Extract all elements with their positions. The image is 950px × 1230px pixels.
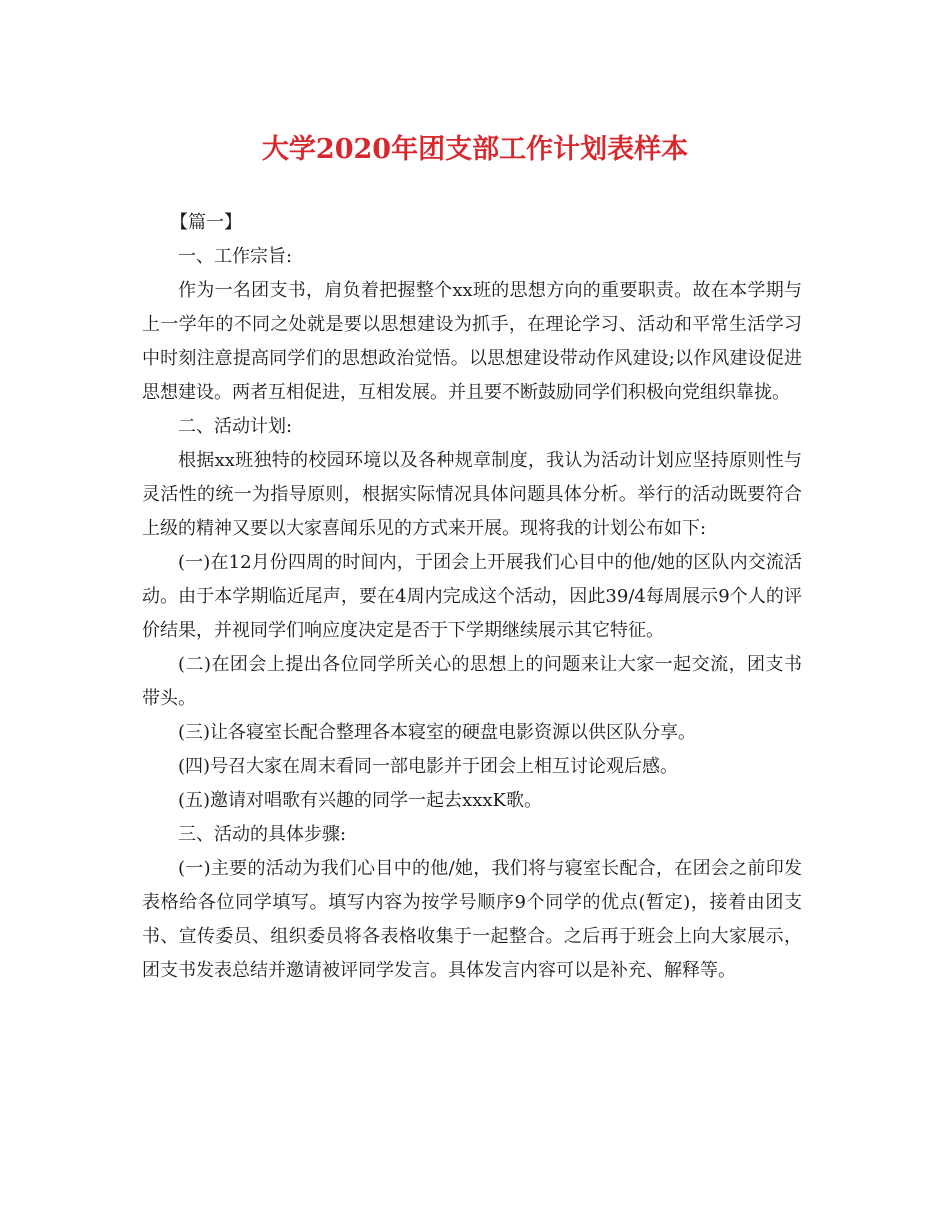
section-tag: 【篇一】 [170,212,242,233]
step-item-1: (一)主要的活动为我们心目中的他/她，我们将与寝室长配合，在团会之前印发表格给各位同学填写。填写内容为按学号顺序9个同学的优点(暂定)，接着由团支书、宣传委员、组织委员将各表格收集于一起整合。之后再于班会上向大家展示，团支书发表总结并邀请被评同学发言。具体发言内容可以是补充、解释等。 [142,858,802,981]
paragraph-purpose: 作为一名团支书，肩负着把握整个xx班的思想方向的重要职责。故在本学期与上一学年的不同之处就是要以思想建设为抓手，在理论学习、活动和平常生活学习中时刻注意提高同学们的思想政治觉悟。以思想建设带动作风建设;以作风建设促进思想建设。两者互相促进，互相发展。并且要不断鼓励同学们积极向党组织靠拢。 [142,280,802,403]
heading-purpose: 一、工作宗旨: [178,246,293,267]
document-title: 大学2020年团支部工作计划表样本 [261,134,689,165]
heading-activity-plan: 二、活动计划: [178,416,293,437]
paragraph-activity-plan: 根据xx班独特的校园环境以及各种规章制度，我认为活动计划应坚持原则性与灵活性的统一为指导原则，根据实际情况具体问题具体分析。举行的活动既要符合上级的精神又要以大家喜闻乐见的方式来开展。现将我的计划公布如下: [142,450,802,539]
plan-item-2: (二)在团会上提出各位同学所关心的思想上的问题来让大家一起交流，团支书带头。 [142,654,802,709]
plan-item-4: (四)号召大家在周末看同一部电影并于团会上相互讨论观后感。 [178,756,679,777]
plan-item-3: (三)让各寝室长配合整理各本寝室的硬盘电影资源以供区队分享。 [178,722,697,743]
document-body [142,206,802,988]
plan-item-5: (五)邀请对唱歌有兴趣的同学一起去xxxK歌。 [178,790,542,811]
heading-activity-steps: 三、活动的具体步骤: [178,824,347,845]
plan-item-1: (一)在12月份四周的时间内，于团会上开展我们心目中的他/她的区队内交流活动。由于本学期临近尾声，要在4周内完成这个活动，因此39/4每周展示9个人的评价结果，并视同学们响应度决定是否于下学期继续展示其它特征。 [142,552,802,641]
